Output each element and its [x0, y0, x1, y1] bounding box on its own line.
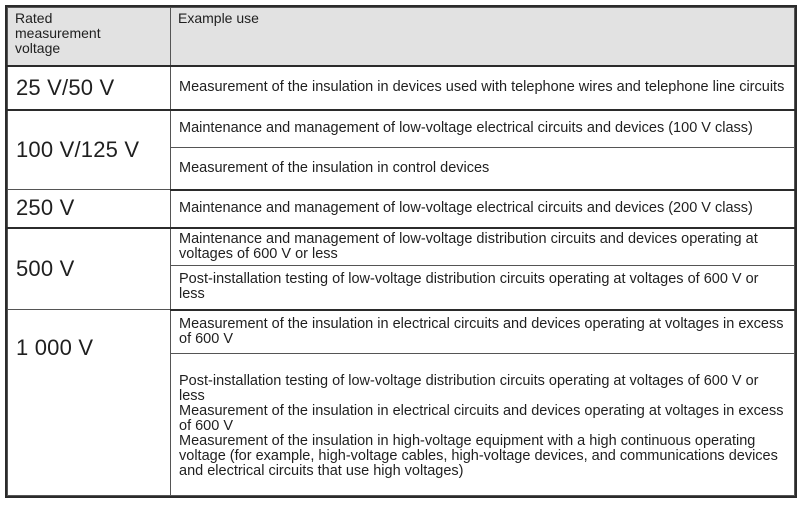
voltage-cell: 250 V	[8, 190, 171, 228]
example-use-cell: Post-installation testing of low-voltage distribution circuits operating at voltages of 600 V or less	[171, 266, 795, 310]
table-row	[8, 190, 795, 228]
header-example-use: Example use	[171, 8, 795, 66]
example-use-cell: Measurement of the insulation in electrical circuits and devices operating at voltages in excess of 600 V	[171, 310, 795, 354]
voltage-cell: 500 V	[8, 228, 171, 310]
example-use-line: Measurement of the insulation in high-voltage equipment with a high continuous operating voltage (for example, high-voltage cables, high-voltage devices, and communications devices and electrical circuits that use high voltages)	[179, 432, 778, 479]
example-use-cell: Measurement of the insulation in devices used with telephone wires and telephone line circuits	[171, 66, 795, 110]
example-use-cell: Maintenance and management of low-voltage distribution circuits and devices operating at voltages of 600 V or less	[171, 228, 795, 266]
voltage-cell: 100 V/125 V	[8, 110, 171, 190]
table-row	[8, 310, 795, 354]
header-rated-measurement-voltage: Rated measurement voltage	[8, 8, 171, 66]
table-header-row	[8, 8, 795, 66]
example-use-cell: Maintenance and management of low-voltage electrical circuits and devices (200 V class)	[171, 190, 795, 228]
voltage-cell: 25 V/50 V	[8, 66, 171, 110]
example-use-cell-multiline	[171, 354, 795, 496]
table-row	[8, 110, 795, 148]
rated-voltage-table-frame	[5, 5, 797, 498]
example-use-line: Post-installation testing of low-voltage distribution circuits operating at voltages of 600 V or less	[179, 372, 759, 404]
voltage-cell: 1 000 V	[8, 310, 171, 496]
table-row	[8, 66, 795, 110]
example-use-cell: Measurement of the insulation in control devices	[171, 148, 795, 190]
rated-voltage-table	[7, 7, 795, 496]
example-use-cell: Maintenance and management of low-voltage electrical circuits and devices (100 V class)	[171, 110, 795, 148]
example-use-line: Measurement of the insulation in electrical circuits and devices operating at voltages in excess of 600 V	[179, 402, 784, 434]
table-row	[8, 228, 795, 266]
